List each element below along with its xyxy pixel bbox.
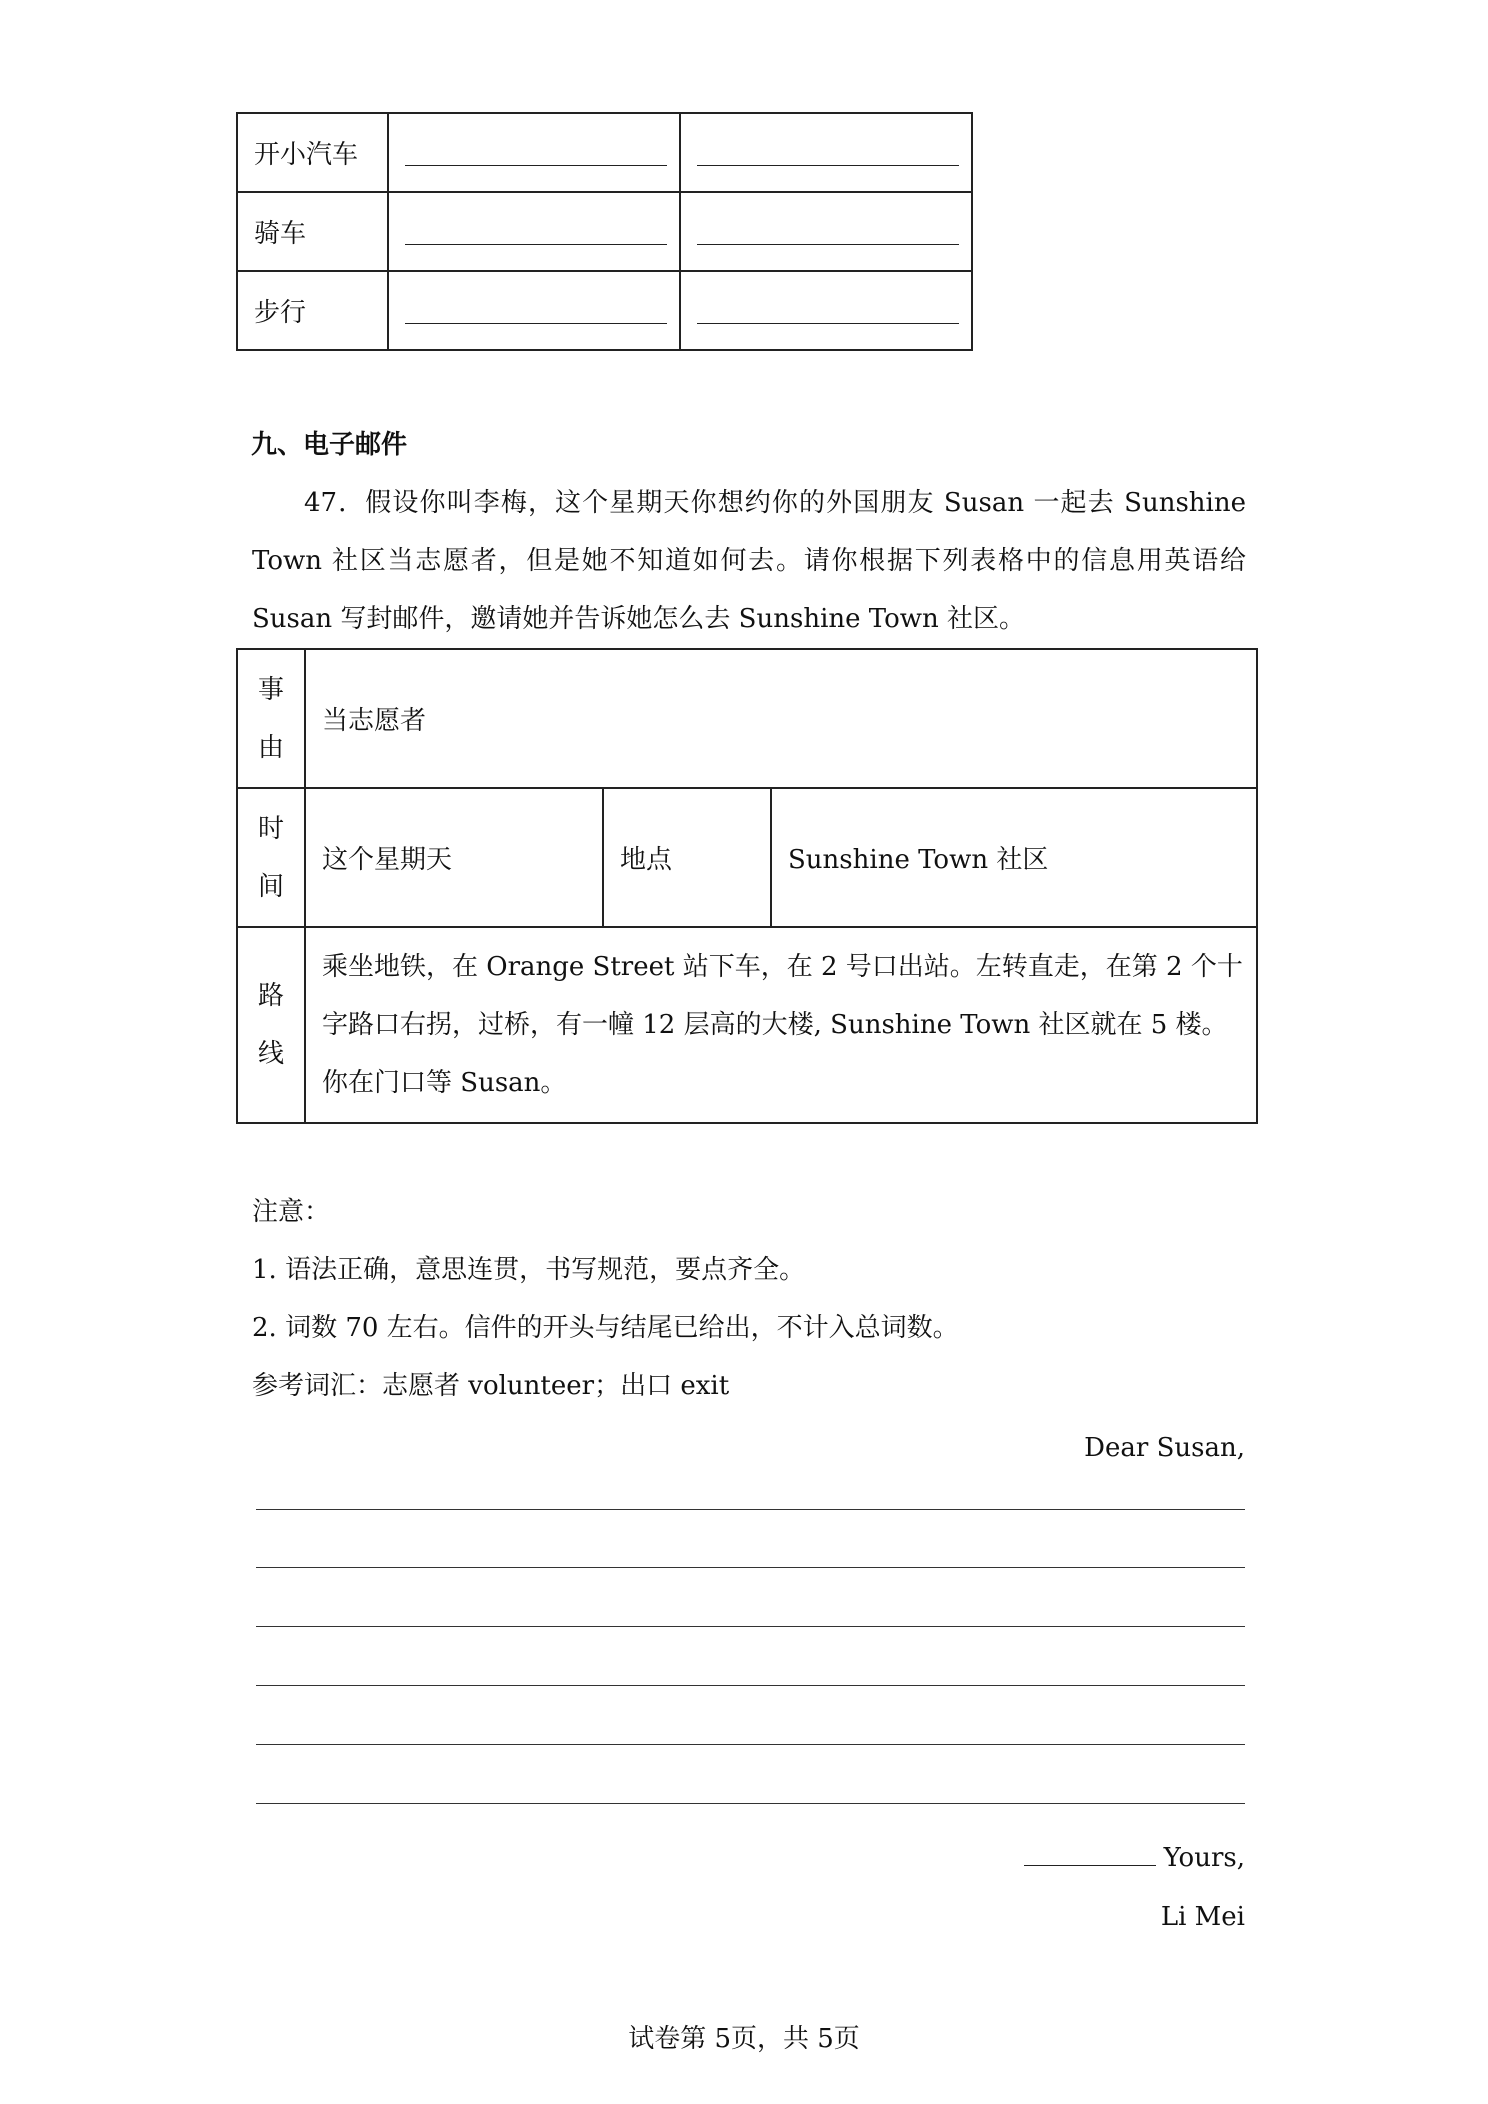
writing-line[interactable] [256, 1626, 1245, 1627]
answer-cell[interactable] [680, 192, 972, 271]
place-value: Sunshine Town 社区 [771, 788, 1257, 927]
answer-blank[interactable] [405, 165, 667, 166]
time-label-1: 时 [257, 813, 284, 844]
question-text: 47．假设你叫李梅，这个星期天你想约你的外国朋友 Susan 一起去 Sunshine Town 社区当志愿者，但是她不知道如何去。请你根据下列表格中的信息用英语给 Susan 写封邮件，邀请她并告诉她怎么去 Sunshine Town 社区。 [252, 488, 1246, 634]
letter-closing [1024, 1843, 1245, 1873]
time-value: 这个星期天 [305, 788, 603, 927]
answer-cell[interactable] [388, 113, 680, 192]
answer-cell[interactable] [680, 271, 972, 350]
table-row [237, 788, 1257, 927]
writing-line[interactable] [256, 1509, 1245, 1510]
reason-value: 当志愿者 [305, 649, 1257, 788]
answer-blank[interactable] [697, 244, 959, 245]
table-row [237, 649, 1257, 788]
reason-header [237, 649, 305, 788]
reason-label-1: 事 [257, 674, 284, 705]
section-heading: 九、电子邮件 [251, 430, 408, 460]
notes-title: 注意： [252, 1197, 331, 1227]
letter-signature: Li Mei [1160, 1902, 1245, 1932]
table-row [237, 927, 1257, 1123]
answer-cell[interactable] [388, 271, 680, 350]
writing-line[interactable] [256, 1685, 1245, 1686]
table-row [237, 192, 972, 271]
closing-text: Yours, [1163, 1843, 1245, 1873]
note-item-2: 2. 词数 70 左右。信件的开头与结尾已给出，不计入总词数。 [252, 1313, 959, 1343]
writing-line[interactable] [256, 1744, 1245, 1745]
page-footer: 试卷第 5页，共 5页 [628, 2024, 860, 2054]
route-value: 乘坐地铁，在 Orange Street 站下车，在 2 号口出站。左转直走，在第 2 个十字路口右拐，过桥，有一幢 12 层高的大楼, Sunshine Town 社区就在 5 楼。你在门口等 Susan。 [305, 927, 1257, 1123]
reason-label-2: 由 [257, 732, 284, 763]
place-header: 地点 [603, 788, 771, 927]
letter-greeting: Dear Susan, [1084, 1433, 1245, 1463]
note-item-1: 1. 语法正确，意思连贯，书写规范，要点齐全。 [252, 1255, 806, 1285]
answer-cell[interactable] [680, 113, 972, 192]
route-label-2: 线 [257, 1039, 284, 1069]
closing-blank[interactable] [1024, 1865, 1156, 1866]
info-table [236, 648, 1258, 1124]
vocab-hint: 参考词汇：志愿者 volunteer；出口 exit [252, 1371, 730, 1401]
writing-line[interactable] [256, 1803, 1245, 1804]
time-header [237, 788, 305, 927]
transport-mode-cell: 骑车 [237, 192, 388, 271]
writing-line[interactable] [256, 1567, 1245, 1568]
transport-mode-cell: 开小汽车 [237, 113, 388, 192]
answer-cell[interactable] [388, 192, 680, 271]
answer-blank[interactable] [697, 165, 959, 166]
transport-table [236, 112, 973, 351]
time-label-2: 间 [257, 871, 284, 902]
answer-blank[interactable] [405, 244, 667, 245]
table-row [237, 113, 972, 192]
transport-mode-cell: 步行 [237, 271, 388, 350]
route-header [237, 927, 305, 1123]
route-label-1: 路 [257, 981, 284, 1011]
answer-blank[interactable] [405, 323, 667, 324]
table-row [237, 271, 972, 350]
answer-blank[interactable] [697, 323, 959, 324]
